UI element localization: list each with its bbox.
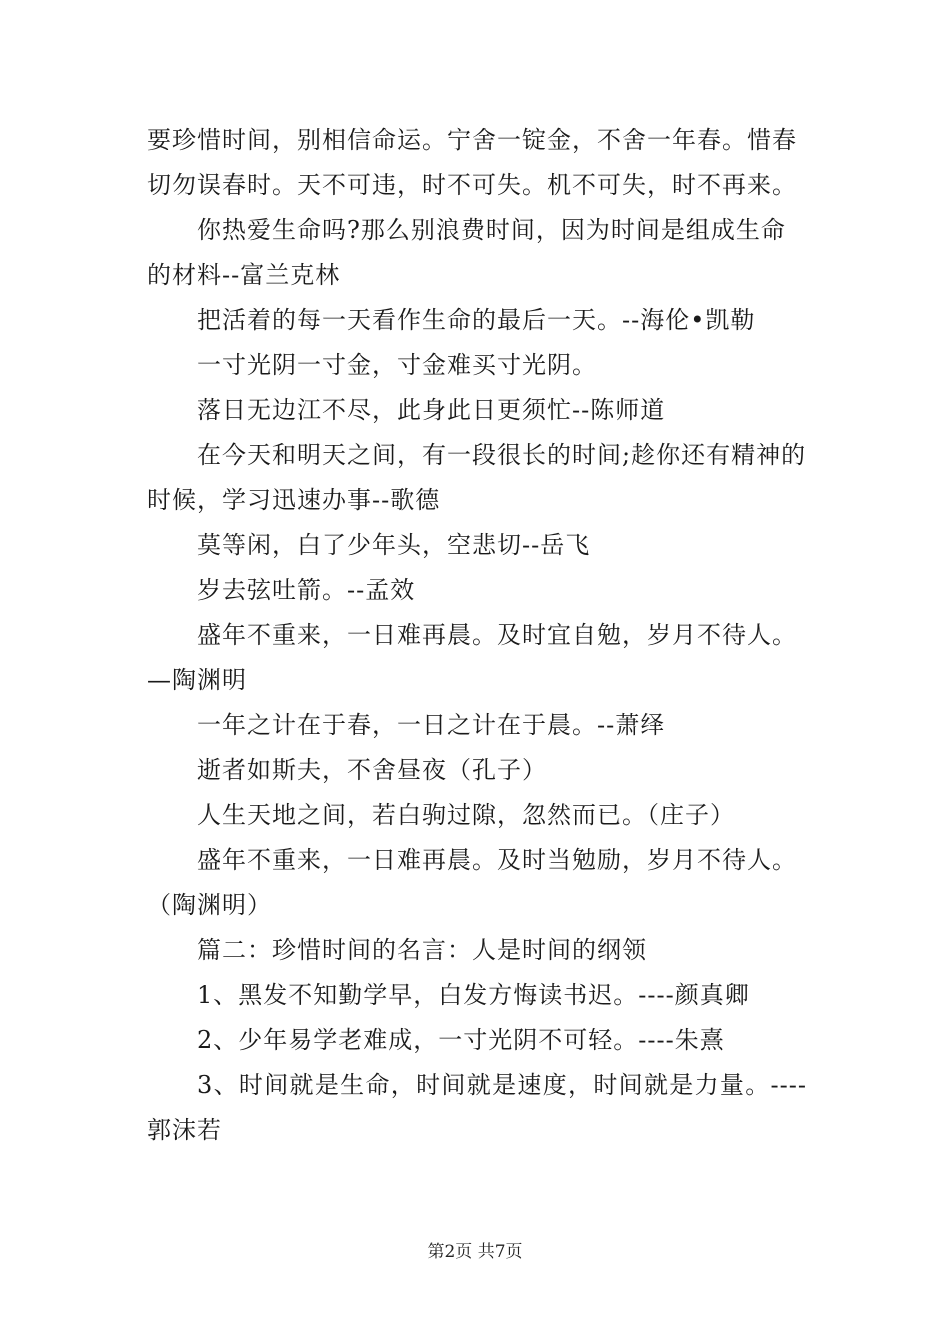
quote-tao-yuanming-2: 盛年不重来，一日难再晨。及时当勉励，岁月不待人。（陶渊明） (147, 846, 797, 919)
document-body (147, 118, 807, 1153)
quote-zhuangzi: 人生天地之间，若白驹过隙，忽然而已。（庄子） (197, 801, 735, 829)
list-item-2: 2、少年易学老难成，一寸光阴不可轻。----朱熹 (197, 1026, 725, 1054)
quote-yue-fei: 莫等闲，白了少年头，空悲切--岳飞 (197, 531, 591, 559)
quote-meng-xiao: 岁去弦吐箭。--孟效 (197, 576, 416, 604)
quote-confucius: 逝者如斯夫，不舍昼夜（孔子） (197, 756, 547, 784)
quote-chen-shidao: 落日无边江不尽，此身此日更须忙--陈师道 (197, 396, 666, 424)
quote-xiao-yi: 一年之计在于春，一日之计在于晨。--萧绎 (197, 711, 666, 739)
paragraph-intro: 要珍惜时间，别相信命运。宁舍一锭金，不舍一年春。惜春切勿误春时。天不可违，时不可失。机不可失，时不再来。 (147, 126, 797, 199)
list-item-1: 1、黑发不知勤学早，白发方悔读书迟。----颜真卿 (197, 981, 750, 1009)
quote-tao-yuanming-1: 盛年不重来，一日难再晨。及时宜自勉，岁月不待人。—陶渊明 (147, 621, 797, 694)
section-heading: 篇二：珍惜时间的名言：人是时间的纲领 (197, 936, 647, 964)
page-number-footer: 第2页 共7页 (427, 1242, 523, 1262)
quote-franklin: 你热爱生命吗?那么别浪费时间，因为时间是组成生命的材料--富兰克林 (147, 216, 786, 289)
quote-goethe: 在今天和明天之间，有一段很长的时间;趁你还有精神的时候，学习迅速办事--歌德 (147, 441, 807, 514)
quote-proverb: 一寸光阴一寸金，寸金难买寸光阴。 (197, 351, 597, 379)
list-item-3: 3、时间就是生命，时间就是速度，时间就是力量。----郭沫若 (147, 1071, 807, 1144)
quote-helen-keller: 把活着的每一天看作生命的最后一天。--海伦•凯勒 (197, 306, 756, 334)
